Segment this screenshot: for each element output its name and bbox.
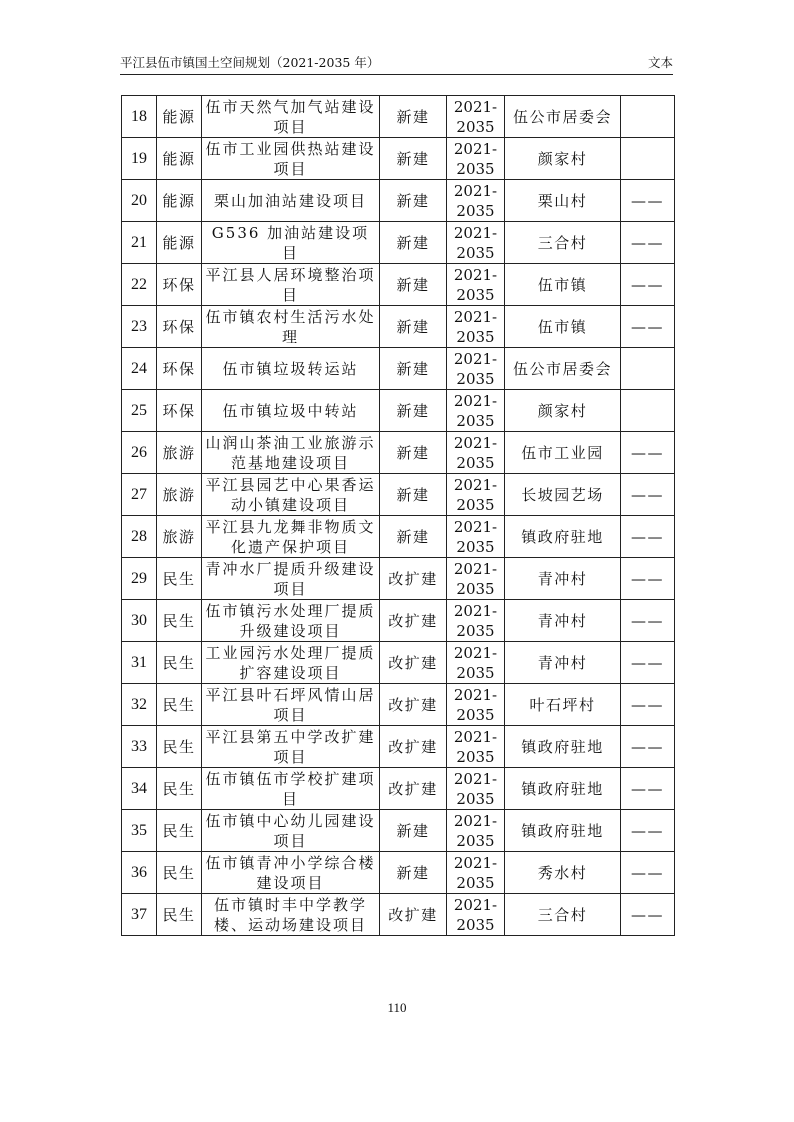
table-row: [122, 348, 675, 390]
row-number: 20: [122, 180, 157, 222]
row-number: 37: [122, 894, 157, 936]
project-category: 旅游: [157, 474, 202, 516]
period-end: 2035: [456, 663, 495, 682]
period-end: 2035: [456, 873, 495, 892]
period-start: 2021-: [453, 643, 498, 662]
page-number: 110: [387, 1000, 407, 1015]
construction-type: 改扩建: [380, 558, 447, 600]
period-start: 2021-: [453, 223, 498, 242]
project-location: 叶石坪村: [505, 684, 621, 726]
project-name: 平江县第五中学改扩建项目: [202, 726, 380, 768]
period-end: 2035: [456, 621, 495, 640]
project-category: 民生: [157, 726, 202, 768]
period-start: 2021-: [453, 181, 498, 200]
construction-type: 改扩建: [380, 768, 447, 810]
period-start: 2021-: [453, 433, 498, 452]
construction-period: [447, 684, 505, 726]
construction-period: [447, 768, 505, 810]
project-category: 环保: [157, 264, 202, 306]
period-start: 2021-: [453, 895, 498, 914]
period-start: 2021-: [453, 391, 498, 410]
period-end: 2035: [456, 831, 495, 850]
project-name: 伍市镇青冲小学综合楼建设项目: [202, 852, 380, 894]
period-start: 2021-: [453, 685, 498, 704]
row-number: 23: [122, 306, 157, 348]
period-start: 2021-: [453, 853, 498, 872]
table-row: [122, 306, 675, 348]
construction-type: 改扩建: [380, 684, 447, 726]
project-name: 工业园污水处理厂提质扩容建设项目: [202, 642, 380, 684]
construction-type: 新建: [380, 96, 447, 138]
document-section-label: 文本: [647, 55, 673, 70]
period-end: 2035: [456, 747, 495, 766]
project-category: 民生: [157, 684, 202, 726]
row-number: 22: [122, 264, 157, 306]
document-title: 平江县伍市镇国土空间规划（2021-2035 年）: [120, 55, 380, 70]
table-row: [122, 264, 675, 306]
table-row: [122, 726, 675, 768]
project-note: ——: [621, 558, 675, 600]
project-location: 颜家村: [505, 390, 621, 432]
project-note: ——: [621, 894, 675, 936]
row-number: 24: [122, 348, 157, 390]
construction-period: [447, 96, 505, 138]
project-category: 环保: [157, 390, 202, 432]
row-number: 19: [122, 138, 157, 180]
table-row: [122, 684, 675, 726]
row-number: 27: [122, 474, 157, 516]
project-note: ——: [621, 852, 675, 894]
table-row: [122, 390, 675, 432]
construction-period: [447, 348, 505, 390]
construction-period: [447, 390, 505, 432]
project-name: 伍市镇农村生活污水处理: [202, 306, 380, 348]
project-note: ——: [621, 222, 675, 264]
project-category: 环保: [157, 348, 202, 390]
project-note: ——: [621, 264, 675, 306]
project-location: 青冲村: [505, 642, 621, 684]
period-start: 2021-: [453, 811, 498, 830]
construction-type: 新建: [380, 306, 447, 348]
period-start: 2021-: [453, 769, 498, 788]
project-location: 栗山村: [505, 180, 621, 222]
project-note: ——: [621, 306, 675, 348]
project-location: 三合村: [505, 222, 621, 264]
construction-type: 新建: [380, 264, 447, 306]
page-header: [120, 52, 673, 75]
table-row: [122, 852, 675, 894]
construction-type: 新建: [380, 138, 447, 180]
project-category: 民生: [157, 558, 202, 600]
construction-type: 新建: [380, 348, 447, 390]
table-row: [122, 810, 675, 852]
project-name: 伍市镇时丰中学教学楼、运动场建设项目: [202, 894, 380, 936]
project-location: 镇政府驻地: [505, 726, 621, 768]
construction-period: [447, 222, 505, 264]
period-end: 2035: [456, 285, 495, 304]
row-number: 35: [122, 810, 157, 852]
period-start: 2021-: [453, 139, 498, 158]
project-location: 颜家村: [505, 138, 621, 180]
project-name: 栗山加油站建设项目: [202, 180, 380, 222]
period-start: 2021-: [453, 265, 498, 284]
table-row: [122, 558, 675, 600]
project-location: 伍市工业园: [505, 432, 621, 474]
project-location: 青冲村: [505, 600, 621, 642]
row-number: 21: [122, 222, 157, 264]
project-note: [621, 96, 675, 138]
table-row: [122, 516, 675, 558]
table-row: [122, 96, 675, 138]
period-end: 2035: [456, 537, 495, 556]
project-location: 三合村: [505, 894, 621, 936]
construction-type: 新建: [380, 852, 447, 894]
period-start: 2021-: [453, 727, 498, 746]
construction-type: 新建: [380, 432, 447, 474]
project-note: ——: [621, 642, 675, 684]
period-end: 2035: [456, 915, 495, 934]
project-location: 伍市镇: [505, 306, 621, 348]
construction-period: [447, 852, 505, 894]
table-row: [122, 768, 675, 810]
period-start: 2021-: [453, 307, 498, 326]
period-end: 2035: [456, 705, 495, 724]
construction-period: [447, 264, 505, 306]
project-category: 民生: [157, 894, 202, 936]
project-category: 能源: [157, 96, 202, 138]
project-name: 平江县九龙舞非物质文化遗产保护项目: [202, 516, 380, 558]
project-category: 旅游: [157, 516, 202, 558]
project-name: 伍市天然气加气站建设项目: [202, 96, 380, 138]
construction-type: 改扩建: [380, 642, 447, 684]
project-category: 民生: [157, 600, 202, 642]
project-note: [621, 390, 675, 432]
project-category: 民生: [157, 810, 202, 852]
period-end: 2035: [456, 159, 495, 178]
project-name: 伍市镇垃圾中转站: [202, 390, 380, 432]
table-row: [122, 138, 675, 180]
project-name: 伍市工业园供热站建设项目: [202, 138, 380, 180]
project-note: ——: [621, 726, 675, 768]
construction-type: 新建: [380, 222, 447, 264]
project-location: 伍公市居委会: [505, 348, 621, 390]
project-note: ——: [621, 768, 675, 810]
project-name: 伍市镇垃圾转运站: [202, 348, 380, 390]
project-name: 平江县人居环境整治项目: [202, 264, 380, 306]
row-number: 28: [122, 516, 157, 558]
construction-type: 新建: [380, 390, 447, 432]
row-number: 29: [122, 558, 157, 600]
construction-period: [447, 894, 505, 936]
row-number: 26: [122, 432, 157, 474]
project-category: 能源: [157, 138, 202, 180]
table-row: [122, 180, 675, 222]
project-name: 青冲水厂提质升级建设项目: [202, 558, 380, 600]
period-end: 2035: [456, 411, 495, 430]
project-location: 青冲村: [505, 558, 621, 600]
project-location: 伍公市居委会: [505, 96, 621, 138]
project-location: 镇政府驻地: [505, 768, 621, 810]
construction-period: [447, 600, 505, 642]
project-name: G536 加油站建设项目: [202, 222, 380, 264]
period-start: 2021-: [453, 349, 498, 368]
table-row: [122, 600, 675, 642]
project-note: ——: [621, 432, 675, 474]
period-end: 2035: [456, 201, 495, 220]
project-name: 平江县叶石坪风情山居项目: [202, 684, 380, 726]
construction-type: 新建: [380, 180, 447, 222]
construction-period: [447, 306, 505, 348]
project-category: 能源: [157, 222, 202, 264]
project-note: [621, 138, 675, 180]
project-category: 环保: [157, 306, 202, 348]
project-note: ——: [621, 684, 675, 726]
project-note: ——: [621, 474, 675, 516]
project-category: 民生: [157, 642, 202, 684]
row-number: 30: [122, 600, 157, 642]
project-note: ——: [621, 180, 675, 222]
construction-period: [447, 810, 505, 852]
row-number: 32: [122, 684, 157, 726]
row-number: 33: [122, 726, 157, 768]
project-name: 伍市镇伍市学校扩建项目: [202, 768, 380, 810]
construction-type: 改扩建: [380, 726, 447, 768]
project-category: 能源: [157, 180, 202, 222]
period-end: 2035: [456, 579, 495, 598]
construction-type: 改扩建: [380, 600, 447, 642]
period-start: 2021-: [453, 559, 498, 578]
project-note: [621, 348, 675, 390]
construction-period: [447, 516, 505, 558]
construction-period: [447, 726, 505, 768]
construction-period: [447, 138, 505, 180]
project-note: ——: [621, 516, 675, 558]
construction-type: 新建: [380, 474, 447, 516]
period-end: 2035: [456, 453, 495, 472]
project-location: 伍市镇: [505, 264, 621, 306]
table-row: [122, 474, 675, 516]
project-location: 镇政府驻地: [505, 810, 621, 852]
project-category: 旅游: [157, 432, 202, 474]
period-end: 2035: [456, 243, 495, 262]
project-name: 伍市镇中心幼儿园建设项目: [202, 810, 380, 852]
project-name: 山润山茶油工业旅游示范基地建设项目: [202, 432, 380, 474]
table-row: [122, 432, 675, 474]
period-end: 2035: [456, 495, 495, 514]
table-row: [122, 222, 675, 264]
period-start: 2021-: [453, 601, 498, 620]
project-table: [121, 95, 675, 936]
period-end: 2035: [456, 789, 495, 808]
project-location: 秀水村: [505, 852, 621, 894]
project-name: 伍市镇污水处理厂提质升级建设项目: [202, 600, 380, 642]
period-start: 2021-: [453, 97, 498, 116]
construction-period: [447, 474, 505, 516]
period-start: 2021-: [453, 475, 498, 494]
row-number: 36: [122, 852, 157, 894]
construction-period: [447, 432, 505, 474]
period-end: 2035: [456, 327, 495, 346]
construction-type: 改扩建: [380, 894, 447, 936]
project-location: 镇政府驻地: [505, 516, 621, 558]
construction-period: [447, 558, 505, 600]
project-location: 长坡园艺场: [505, 474, 621, 516]
project-category: 民生: [157, 852, 202, 894]
period-start: 2021-: [453, 517, 498, 536]
period-end: 2035: [456, 117, 495, 136]
period-end: 2035: [456, 369, 495, 388]
project-name: 平江县园艺中心果香运动小镇建设项目: [202, 474, 380, 516]
construction-period: [447, 642, 505, 684]
construction-period: [447, 180, 505, 222]
row-number: 31: [122, 642, 157, 684]
project-category: 民生: [157, 768, 202, 810]
row-number: 25: [122, 390, 157, 432]
row-number: 34: [122, 768, 157, 810]
construction-type: 新建: [380, 810, 447, 852]
table-row: [122, 642, 675, 684]
project-note: ——: [621, 810, 675, 852]
table-row: [122, 894, 675, 936]
construction-type: 新建: [380, 516, 447, 558]
project-note: ——: [621, 600, 675, 642]
row-number: 18: [122, 96, 157, 138]
